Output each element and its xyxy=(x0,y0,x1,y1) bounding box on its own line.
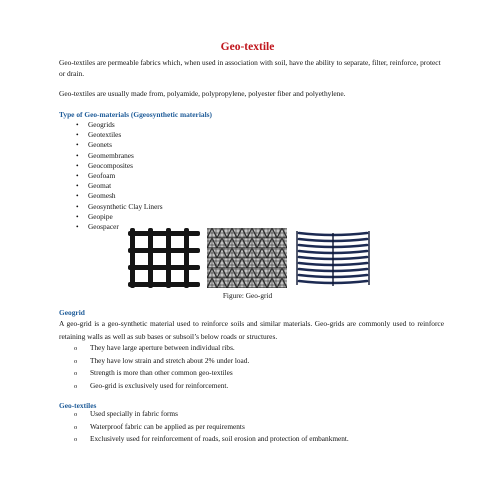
bullet-icon: • xyxy=(76,221,79,231)
circle-bullet-icon: o xyxy=(74,357,78,365)
geogrid-paragraph: A geo-grid is a geo-synthetic material used to reinforce soils and similar materials. Geo-grids are commonly used to reinforce retaining walls as well as sub bases or subsoil’s below roads or structures. xyxy=(59,319,444,341)
type-label: Geospacer xyxy=(88,221,119,231)
type-label: Geomat xyxy=(88,181,112,191)
intro-paragraph: Geo-textiles are permeable fabrics which, when used in association with soil, have the ability to separate, filter, reinforce, protect or drain. xyxy=(59,58,441,78)
type-label: Geotextiles xyxy=(88,130,122,140)
type-label: Geopipe xyxy=(88,211,113,221)
geotextile-image xyxy=(207,228,287,288)
geogrid-point xyxy=(74,355,249,368)
geogrid-point-text: Geo-grid is exclusively used for reinforcement. xyxy=(90,380,229,390)
geogrid-point xyxy=(74,380,249,393)
type-label: Geofoam xyxy=(88,170,116,180)
geogrid-image xyxy=(124,228,204,288)
geotextile-point xyxy=(74,421,349,434)
type-list-item xyxy=(76,151,163,161)
type-list-item xyxy=(76,161,163,171)
geotextile-point-text: Waterproof fabric can be applied as per requirements xyxy=(90,421,245,431)
bullet-icon: • xyxy=(76,170,79,180)
bullet-icon: • xyxy=(76,130,79,140)
bullet-icon: • xyxy=(76,120,79,129)
type-label: Geonets xyxy=(88,140,112,150)
circle-bullet-icon: o xyxy=(74,370,78,378)
type-list-item xyxy=(76,130,163,140)
materials-paragraph: Geo-textiles are usually made from, polyamide, polypropylene, polyester fiber and polyethylene. xyxy=(59,89,346,98)
figure-caption: Figure: Geo-grid xyxy=(222,291,273,300)
geotextile-point xyxy=(74,433,349,446)
type-label: Geocomposites xyxy=(88,160,133,170)
geogrid-point-text: They have large aperture between individual ribs. xyxy=(90,343,235,352)
bullet-icon: • xyxy=(76,150,79,160)
type-label: Geomembranes xyxy=(88,150,134,160)
type-list-item xyxy=(76,181,163,191)
geotextiles-points-list xyxy=(74,408,349,446)
type-list-item xyxy=(76,171,163,181)
bullet-icon: • xyxy=(76,191,79,201)
types-list xyxy=(76,120,163,232)
geotextile-point-text: Exclusively used for reinforcement of roads, soil erosion and protection of embankment. xyxy=(90,434,349,444)
geotextile-point xyxy=(74,408,349,421)
circle-bullet-icon: o xyxy=(74,411,78,418)
circle-bullet-icon: o xyxy=(74,345,78,352)
geotextiles-heading: Geo-textiles xyxy=(59,401,97,410)
page-title: Geo-textile xyxy=(220,41,275,53)
bullet-icon: • xyxy=(76,140,79,150)
circle-bullet-icon: o xyxy=(74,423,78,431)
bullet-icon: • xyxy=(76,211,79,221)
geogrid-point-text: They have low strain and stretch about 2% under load. xyxy=(90,355,250,365)
circle-bullet-icon: o xyxy=(74,436,78,444)
types-heading: Type of Geo-materials (Ggeosynthetic materials) xyxy=(59,110,212,119)
type-list-item xyxy=(76,202,163,212)
type-list-item xyxy=(76,120,163,130)
type-list-item xyxy=(76,140,163,150)
geogrid-points-list xyxy=(74,342,249,392)
bullet-icon: • xyxy=(76,201,79,211)
bullet-icon: • xyxy=(76,181,79,191)
geogrid-point xyxy=(74,367,249,380)
type-label: Geogrids xyxy=(88,120,115,129)
geonet-image xyxy=(293,228,373,288)
circle-bullet-icon: o xyxy=(74,382,78,390)
geogrid-point-text: Strength is more than other common geo-textiles xyxy=(90,368,233,378)
geotextile-point-text: Used specially in fabric forms xyxy=(90,409,178,418)
type-label: Geosynthetic Clay Liners xyxy=(88,201,163,211)
type-list-item xyxy=(76,191,163,201)
geogrid-heading: Geogrid xyxy=(59,308,85,317)
bullet-icon: • xyxy=(76,160,79,170)
type-list-item xyxy=(76,212,163,222)
type-label: Geomesh xyxy=(88,191,116,201)
geogrid-point xyxy=(74,342,249,355)
